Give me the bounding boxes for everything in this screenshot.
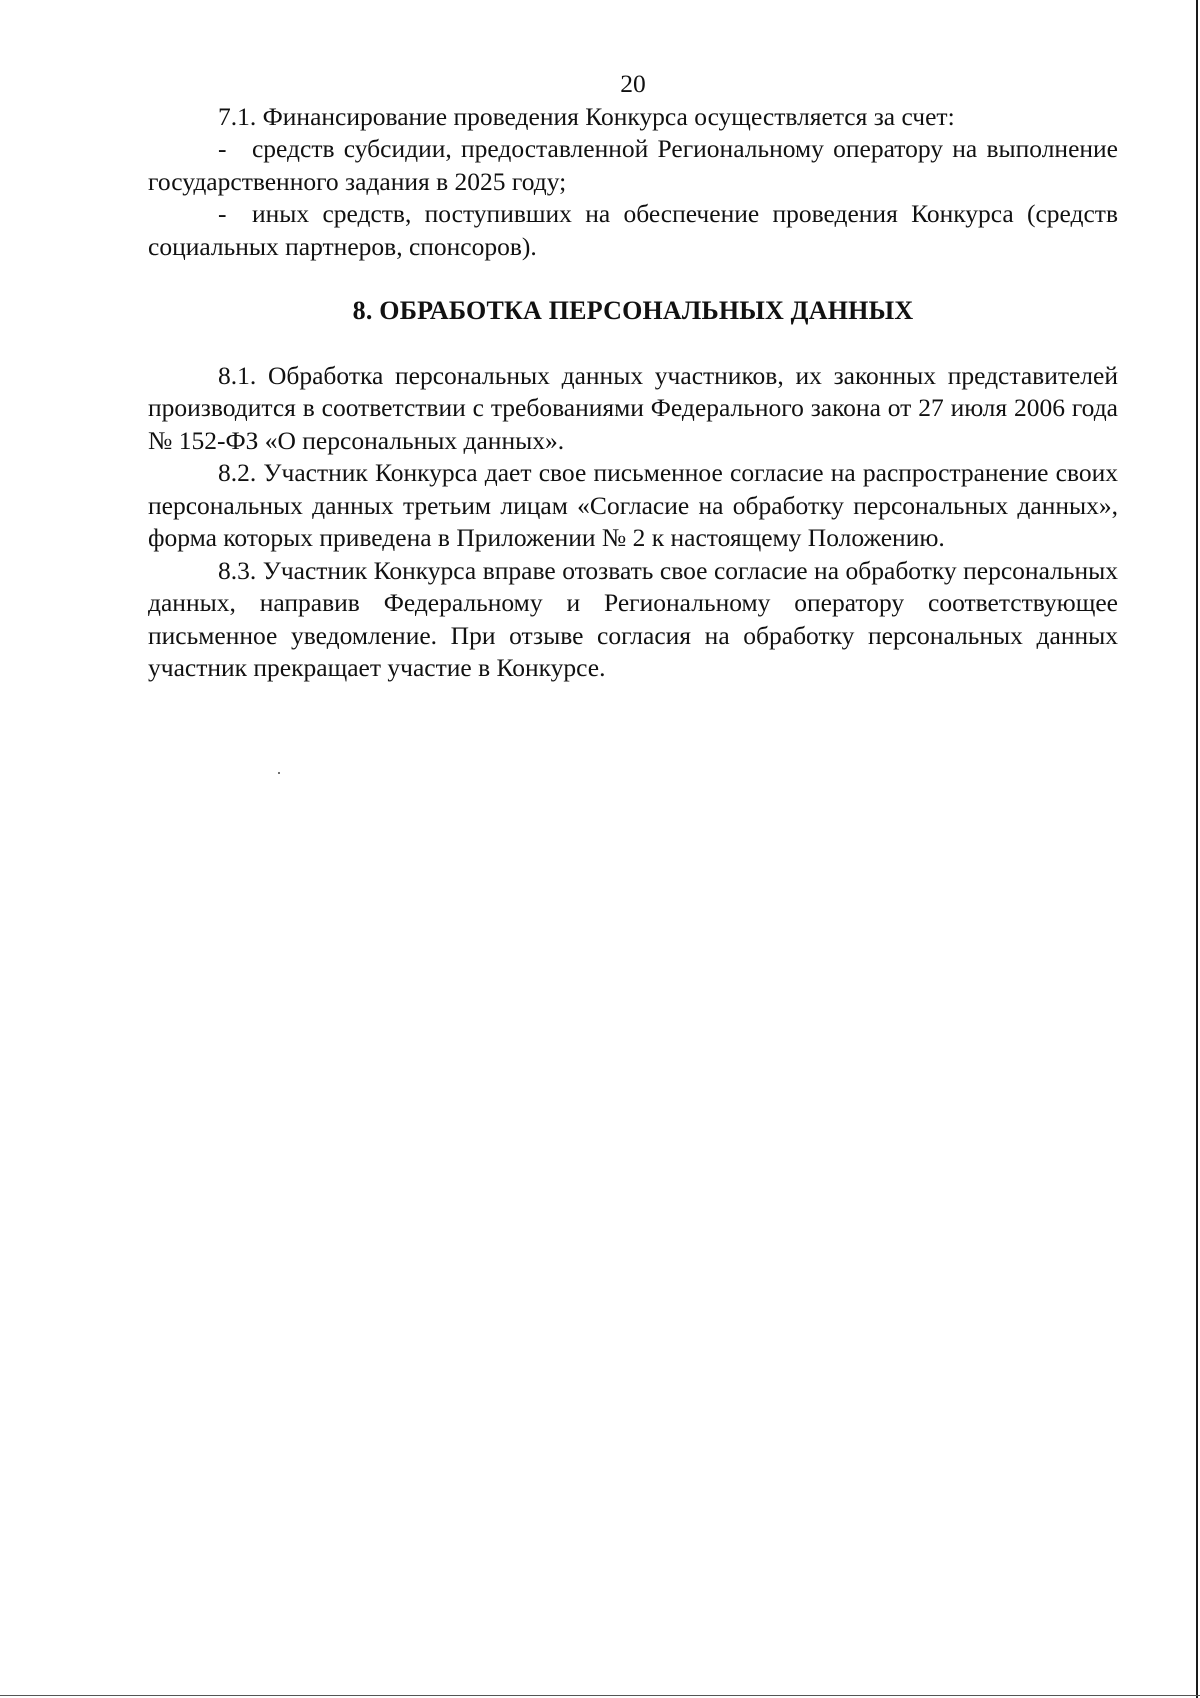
page-number: 20 — [620, 69, 646, 98]
section-heading-8: 8. ОБРАБОТКА ПЕРСОНАЛЬНЫХ ДАННЫХ — [352, 296, 914, 325]
document-body — [148, 68, 1118, 685]
paragraph-8-1: 8.1. Обработка персональных данных участников, их законных представителей производится в соответствии с требованиями Федерального закона от 27 июля 2006 года № 152-ФЗ «О персональных данных». — [148, 360, 1118, 455]
list-item-subsidy: - средств субсидии, предоставленной Региональному оператору на выполнение государственного задания в 2025 году; — [148, 134, 1118, 196]
scan-edge-bottom — [0, 1695, 1200, 1696]
list-item-other-funds: - иных средств, поступивших на обеспечение проведения Конкурса (средств социальных партнеров, спонсоров). — [148, 199, 1118, 261]
paragraph-7-1: 7.1. Финансирование проведения Конкурса осуществляется за счет: — [218, 101, 955, 131]
scan-speck — [278, 772, 280, 774]
paragraph-8-3: 8.3. Участник Конкурса вправе отозвать свое согласие на обработку персональных данных, направив Федеральному и Региональному оператору соответствующее письменное уведомление. При отзыве согласия на обработку персональных данных участник прекращает участие в Конкурсе. — [148, 555, 1118, 682]
scan-edge-right — [1196, 0, 1198, 1698]
paragraph-8-2: 8.2. Участник Конкурса дает свое письменное согласие на распространение своих персональных данных третьим лицам «Согласие на обработку персональных данных», форма которых приведена в Приложении № 2 к настоящему Положению. — [148, 458, 1118, 552]
